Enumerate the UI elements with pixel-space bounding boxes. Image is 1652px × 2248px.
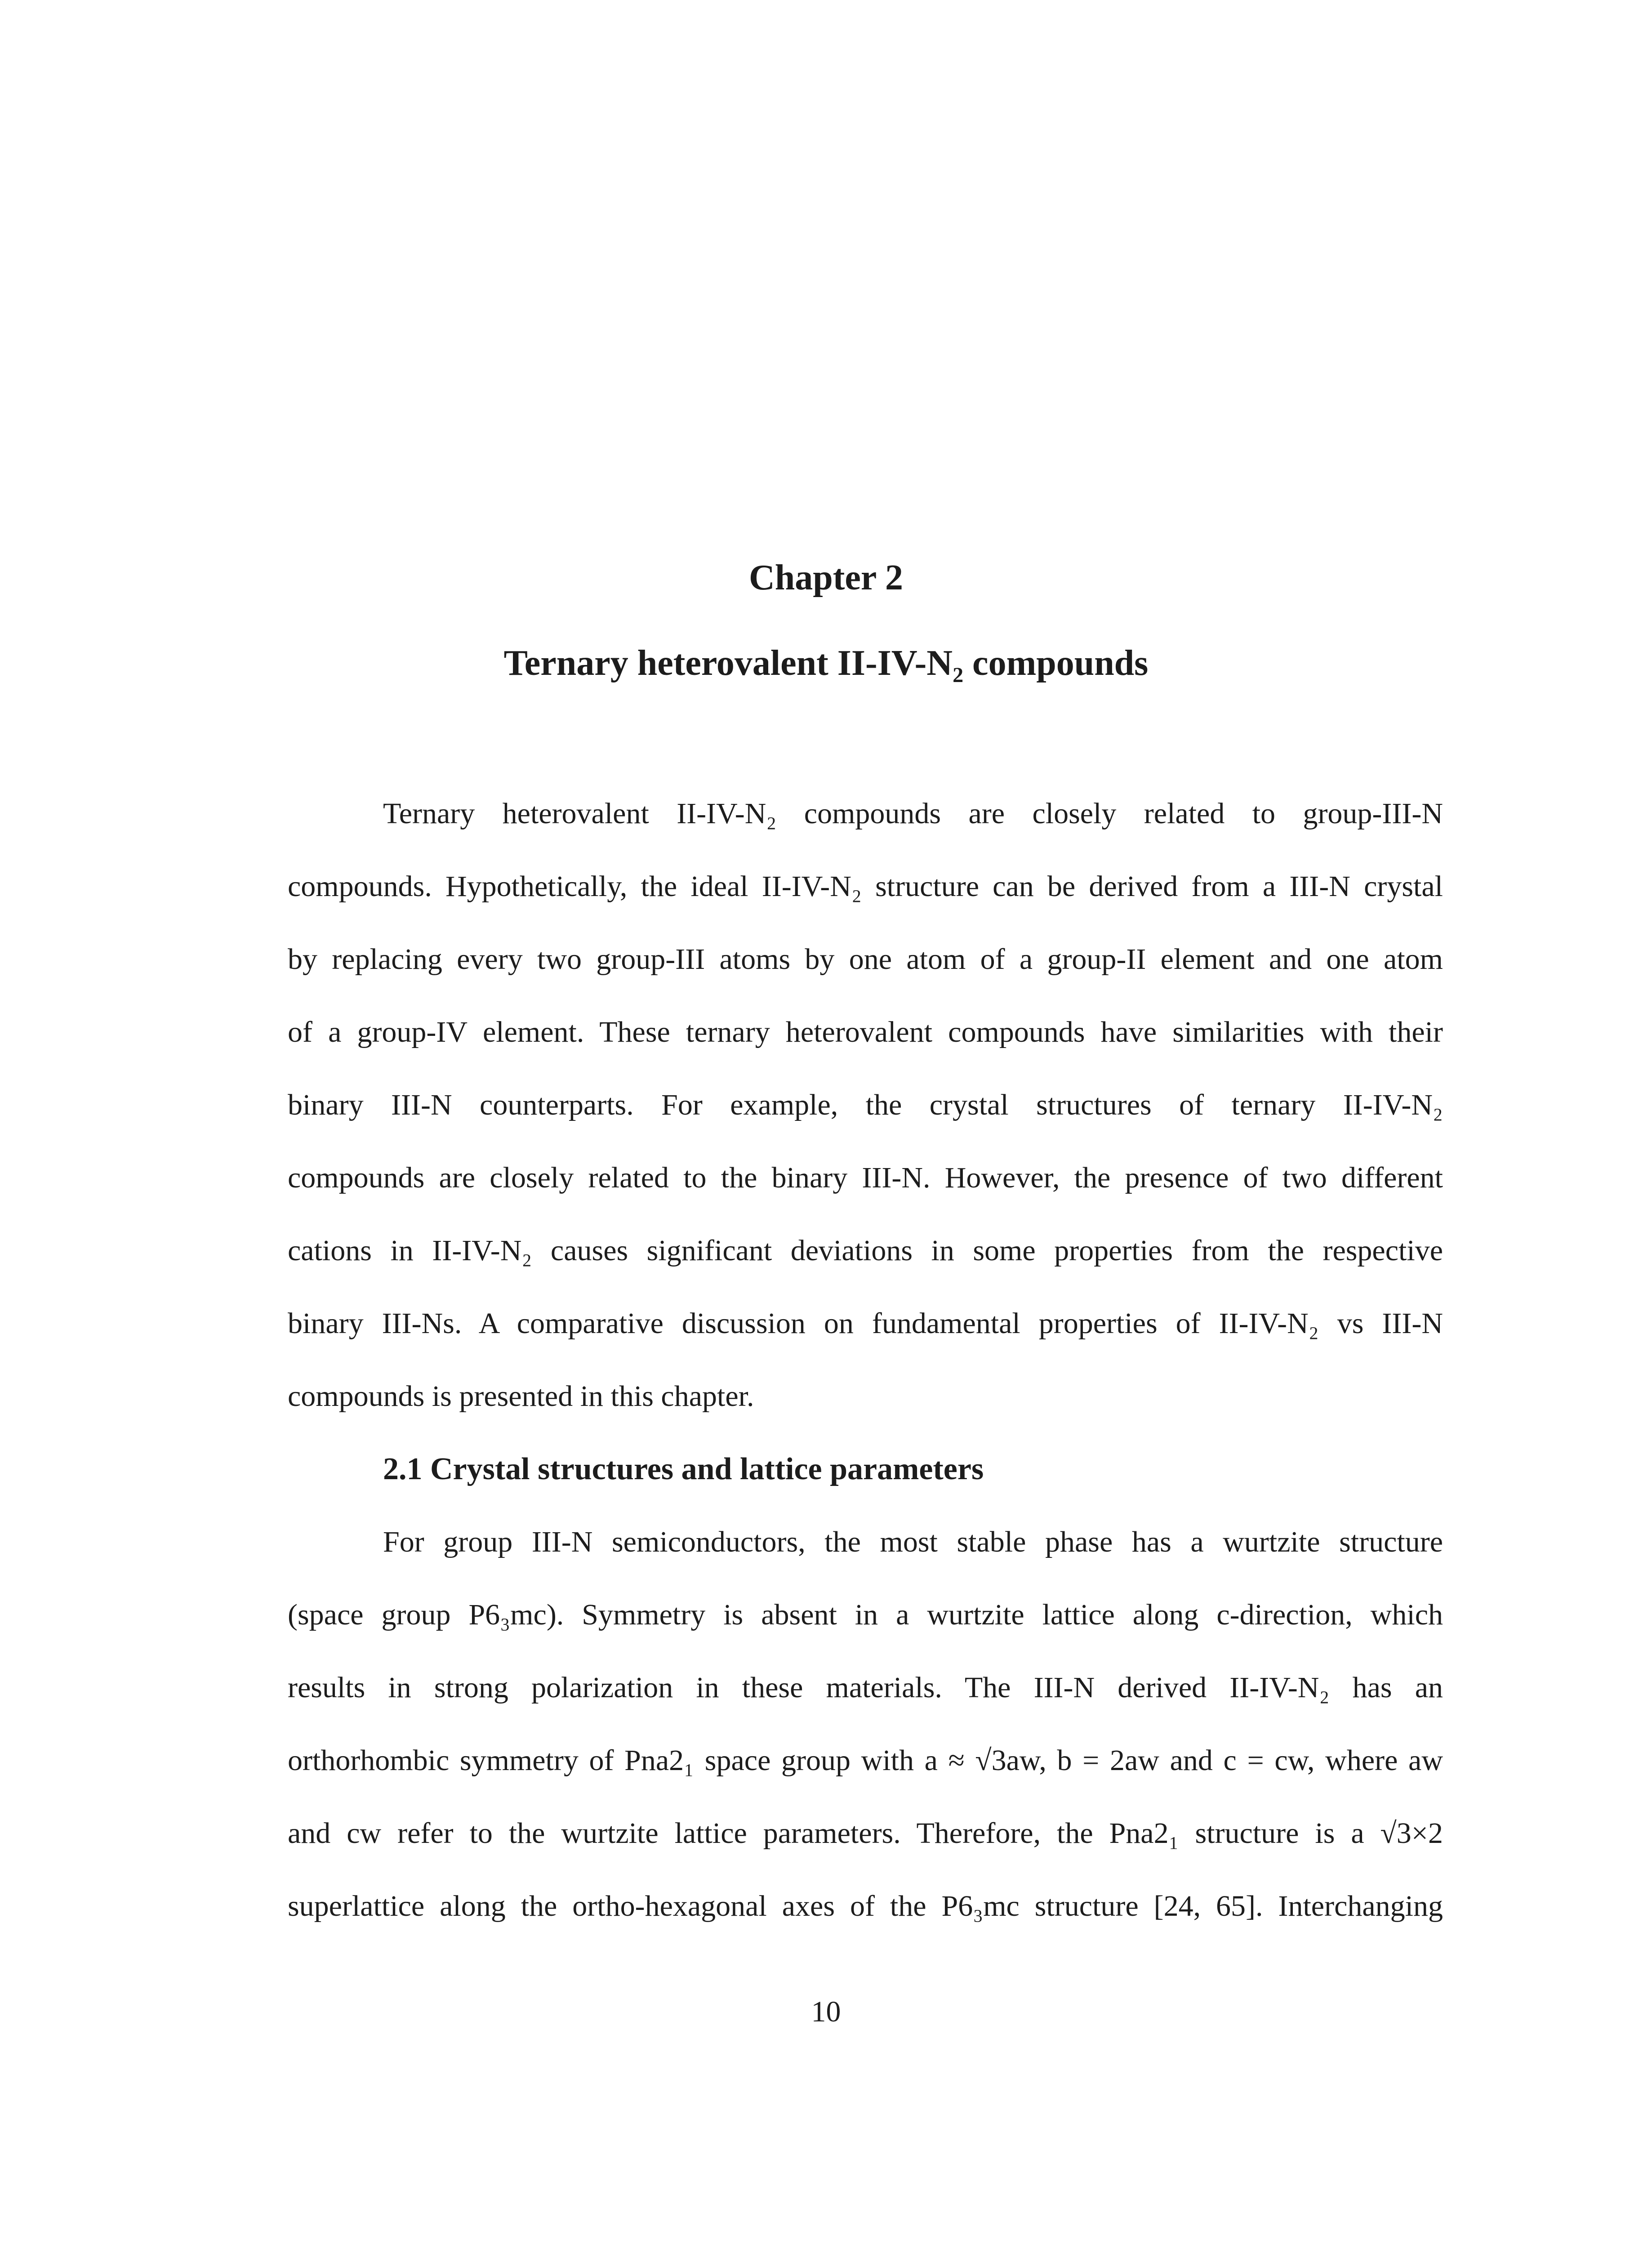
section-heading: 2.1 Crystal structures and lattice parameters — [383, 1452, 984, 1486]
paragraph-line: results in strong polarization in these materials. The III-N derived II-IV-N₂ has an — [288, 1671, 1443, 1704]
paragraph-line: For group III-N semiconductors, the most stable phase has a wurtzite structure — [383, 1525, 1443, 1558]
paragraph-line: binary III-Ns. A comparative discussion on fundamental properties of II-IV-N₂ vs III-N — [288, 1307, 1443, 1340]
paragraph-line: binary III-N counterparts. For example, the crystal structures of ternary II-IV-N₂ — [288, 1088, 1443, 1121]
paragraph-line: cations in II-IV-N₂ causes significant deviations in some properties from the respective — [288, 1234, 1443, 1267]
paragraph-line: by replacing every two group-III atoms by one atom of a group-II element and one atom — [288, 943, 1443, 976]
paragraph-line: orthorhombic symmetry of Pna2₁ space group with a ≈ √3aw, b = 2aw and c = cw, where aw — [288, 1744, 1443, 1777]
paragraph-line: compounds. Hypothetically, the ideal II-IV-N₂ structure can be derived from a III-N crystal — [288, 870, 1443, 903]
paragraph-line: superlattice along the ortho-hexagonal axes of the P6₃mc structure [24, 65]. Interchanging — [288, 1890, 1443, 1922]
paragraph-line: Ternary heterovalent II-IV-N₂ compounds are closely related to group-III-N — [383, 797, 1443, 830]
paragraph-line: and cw refer to the wurtzite lattice parameters. Therefore, the Pna2₁ structure is a √3×2 — [288, 1817, 1443, 1850]
chapter-label: Chapter 2 — [749, 558, 903, 598]
paragraph-line: compounds are closely related to the binary III-N. However, the presence of two different — [288, 1161, 1443, 1194]
body-text — [288, 789, 1443, 1954]
page-number: 10 — [811, 1995, 841, 2028]
paragraph-line: of a group-IV element. These ternary heterovalent compounds have similarities with their — [288, 1016, 1443, 1048]
paragraph-line: (space group P6₃mc). Symmetry is absent in a wurtzite lattice along c-direction, which — [288, 1598, 1443, 1631]
intro-paragraph — [288, 789, 1443, 1445]
section-paragraph — [288, 1517, 1443, 1954]
chapter-title: Ternary heterovalent II-IV-N₂ compounds — [503, 643, 1149, 683]
paragraph-line: compounds is presented in this chapter. — [288, 1380, 754, 1413]
